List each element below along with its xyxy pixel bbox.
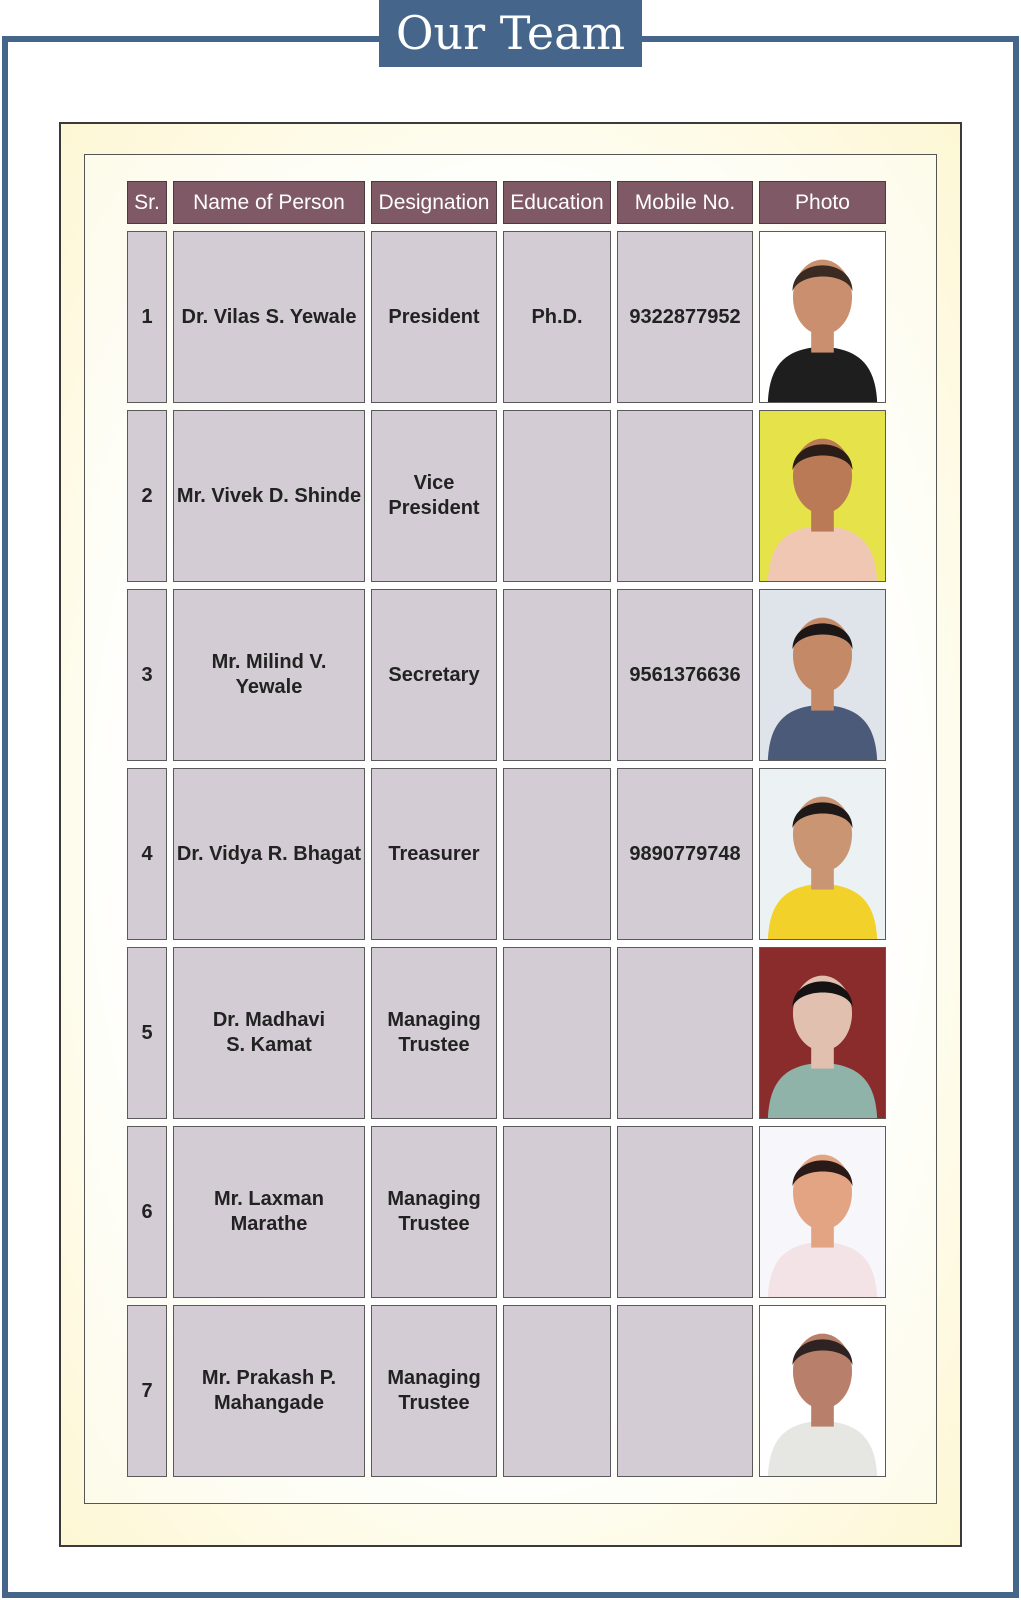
- cell-mobile: [617, 1126, 753, 1298]
- header-mobile: Mobile No.: [617, 181, 753, 224]
- cell-designation: President: [371, 231, 497, 403]
- cell-mobile: 9322877952: [617, 231, 753, 403]
- page-title: Our Team: [379, 0, 642, 67]
- cell-education: [503, 589, 611, 761]
- cell-sr: 1: [127, 231, 167, 403]
- cell-mobile: 9890779748: [617, 768, 753, 940]
- header-name: Name of Person: [173, 181, 365, 224]
- cell-designation: Treasurer: [371, 768, 497, 940]
- cell-name: Dr. Vilas S. Yewale: [173, 231, 365, 403]
- cell-name: Mr. Vivek D. Shinde: [173, 410, 365, 582]
- cell-name: Mr. Laxman Marathe: [173, 1126, 365, 1298]
- cell-education: [503, 1126, 611, 1298]
- cell-designation: Managing Trustee: [371, 947, 497, 1119]
- cell-education: Ph.D.: [503, 231, 611, 403]
- cell-designation: Managing Trustee: [371, 1126, 497, 1298]
- header-designation: Designation: [371, 181, 497, 224]
- member-photo: [759, 947, 886, 1119]
- portrait-image: [760, 769, 885, 939]
- cell-mobile: [617, 947, 753, 1119]
- cell-mobile: [617, 1305, 753, 1477]
- header-education: Education: [503, 181, 611, 224]
- cell-designation: Secretary: [371, 589, 497, 761]
- cell-name: Mr. Milind V. Yewale: [173, 589, 365, 761]
- cell-sr: 4: [127, 768, 167, 940]
- cell-name: Dr. Madhavi S. Kamat: [173, 947, 365, 1119]
- portrait-image: [760, 590, 885, 760]
- cell-education: [503, 1305, 611, 1477]
- cell-designation: Managing Trustee: [371, 1305, 497, 1477]
- cell-education: [503, 947, 611, 1119]
- cell-sr: 5: [127, 947, 167, 1119]
- cell-sr: 2: [127, 410, 167, 582]
- cell-sr: 6: [127, 1126, 167, 1298]
- member-photo: [759, 1126, 886, 1298]
- portrait-image: [760, 232, 885, 402]
- member-photo: [759, 410, 886, 582]
- team-table: [127, 181, 886, 1477]
- cell-sr: 3: [127, 589, 167, 761]
- member-photo: [759, 231, 886, 403]
- cell-sr: 7: [127, 1305, 167, 1477]
- cell-name: Mr. Prakash P. Mahangade: [173, 1305, 365, 1477]
- member-photo: [759, 1305, 886, 1477]
- member-photo: [759, 589, 886, 761]
- member-photo: [759, 768, 886, 940]
- portrait-image: [760, 948, 885, 1118]
- cell-mobile: [617, 410, 753, 582]
- cell-name: Dr. Vidya R. Bhagat: [173, 768, 365, 940]
- cell-designation: Vice President: [371, 410, 497, 582]
- portrait-image: [760, 1306, 885, 1476]
- cell-education: [503, 768, 611, 940]
- header-photo: Photo: [759, 181, 886, 224]
- header-sr: Sr.: [127, 181, 167, 224]
- cell-education: [503, 410, 611, 582]
- portrait-image: [760, 1127, 885, 1297]
- cell-mobile: 9561376636: [617, 589, 753, 761]
- portrait-image: [760, 411, 885, 581]
